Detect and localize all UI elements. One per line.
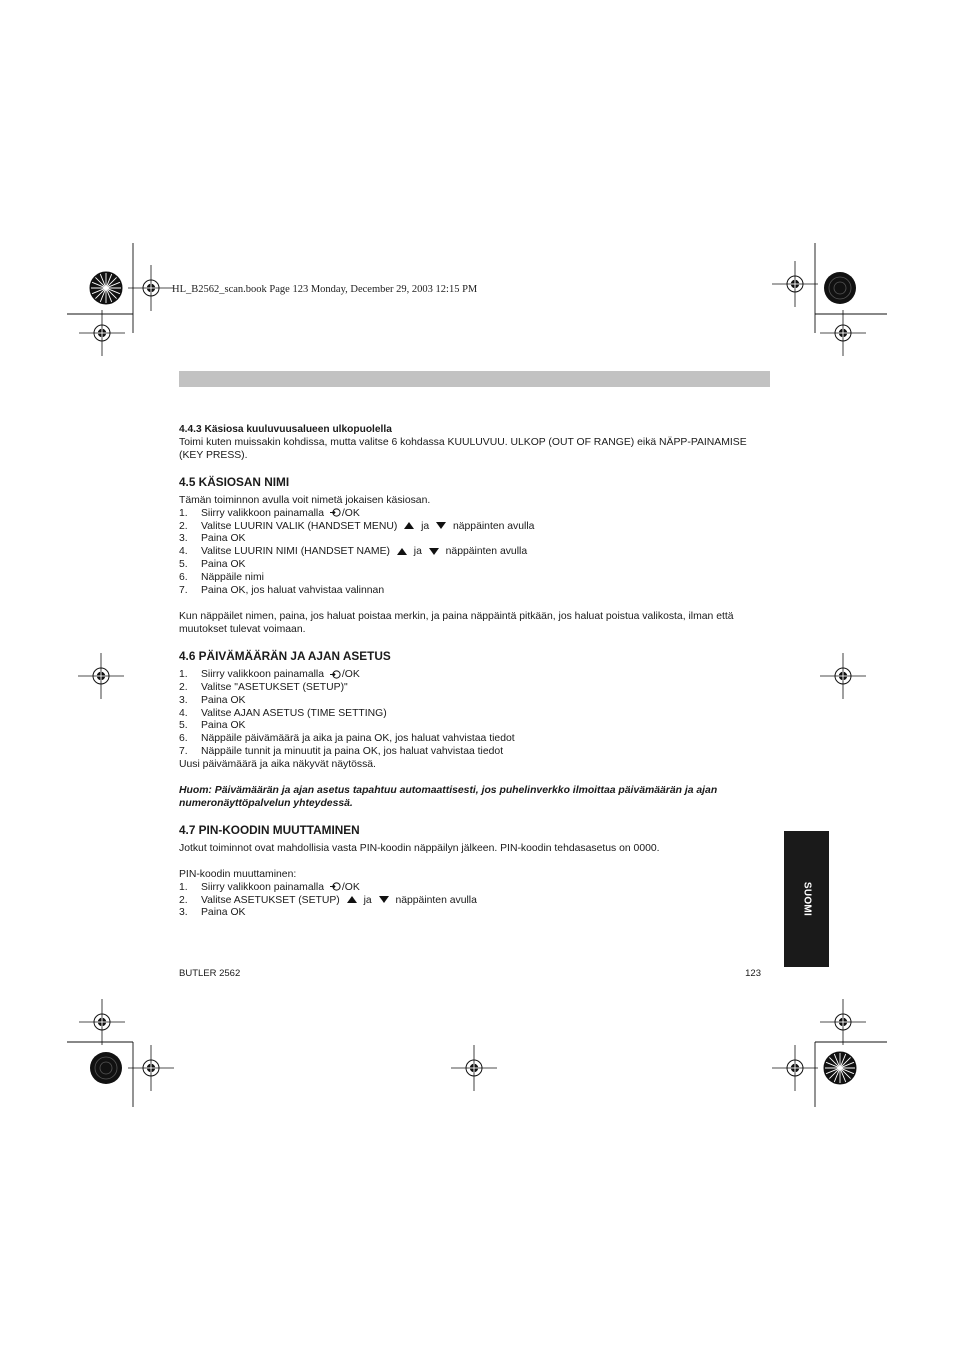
slug-line: HL_B2562_scan.book Page 123 Monday, December 29, 2003 12:15 PM <box>172 284 478 295</box>
step-text: Näppäile nimi <box>201 572 264 584</box>
list-item <box>179 572 771 585</box>
step-text-suffix: /OK <box>341 881 360 893</box>
step-number: 4. <box>179 546 188 558</box>
list-item <box>179 521 771 534</box>
step-text: Paina OK <box>201 533 246 545</box>
step-text: Valitse AJAN ASETUS (TIME SETTING) <box>201 707 387 719</box>
step-conjunction: ja <box>413 546 422 558</box>
step-text: Näppäile tunnit ja minuutit ja paina OK, jos haluat vahvistaa tiedot <box>201 746 504 758</box>
step-text-suffix: näppäinten avulla <box>452 520 535 532</box>
list-item <box>179 682 771 695</box>
section-47-title: 4.7 PIN-KOODIN MUUTTAMINEN <box>179 822 360 837</box>
section-46-title: 4.6 PÄIVÄMÄÄRÄN JA AJAN ASETUS <box>179 648 391 663</box>
list-item <box>179 508 771 521</box>
step-conjunction: ja <box>363 894 372 906</box>
up-arrow-icon <box>397 548 407 555</box>
section-45-title: 4.5 KÄSIOSAN NIMI <box>179 474 290 489</box>
list-item <box>179 669 771 682</box>
language-tab <box>784 831 829 967</box>
step-number: 7. <box>179 585 188 597</box>
step-number: 4. <box>179 707 188 719</box>
step-number: 2. <box>179 681 188 693</box>
step-number: 7. <box>179 746 188 758</box>
step-number: 6. <box>179 733 188 745</box>
step-text: Siirry valikkoon painamalla <box>201 881 325 893</box>
list-item <box>179 708 771 721</box>
step-text-suffix: /OK <box>341 668 360 680</box>
step-number: 6. <box>179 572 188 584</box>
step-number: 3. <box>179 907 188 919</box>
step-text: Näppäile päivämäärä ja aika ja paina OK, jos haluat vahvistaa tiedot <box>201 733 515 745</box>
step-number: 3. <box>179 694 188 706</box>
step-number: 1. <box>179 507 188 519</box>
menu-key-icon <box>330 670 341 679</box>
list-item <box>179 585 771 598</box>
step-text: Paina OK <box>201 907 246 919</box>
section-45-outro: Kun näppäilet nimen, paina, jos haluat poistaa merkin, ja paina näppäintä pitkään, jos haluat poistua valikosta, ilman että muutokset tulevat voimaan. <box>179 610 734 635</box>
step-text-suffix: näppäinten avulla <box>445 546 528 558</box>
step-text-suffix: /OK <box>341 507 360 519</box>
step-text: Paina OK, jos haluat vahvistaa valinnan <box>201 585 385 597</box>
list-item <box>179 720 771 733</box>
list-item <box>179 533 771 546</box>
step-text-suffix: näppäinten avulla <box>395 894 477 906</box>
down-arrow-icon <box>436 522 446 529</box>
section-443-text: Toimi kuten muissakin kohdissa, mutta valitse 6 kohdassa KUULUVUU. ULKOP (OUT OF RANGE) eikä NÄPP-PAINAMISE (KEY PRESS). <box>179 436 747 461</box>
section-443-title: 4.4.3 Käsiosa kuuluvuusalueen ulkopuolella <box>179 424 392 435</box>
step-text: Valitse LUURIN NIMI (HANDSET NAME) <box>201 546 390 558</box>
step-text: Paina OK <box>201 559 246 571</box>
list-item <box>179 546 771 559</box>
header-bar <box>179 371 770 387</box>
footer-product: BUTLER 2562 <box>179 968 241 979</box>
step-text: Siirry valikkoon painamalla <box>201 507 325 519</box>
step-number: 2. <box>179 520 188 532</box>
menu-key-icon <box>330 508 341 517</box>
step-number: 1. <box>179 668 188 680</box>
step-text: Paina OK <box>201 694 246 706</box>
list-item <box>179 907 771 920</box>
step-number: 3. <box>179 533 188 545</box>
list-item <box>179 895 771 908</box>
section-45-intro: Tämän toiminnon avulla voit nimetä jokaisen käsiosan. <box>179 494 431 506</box>
menu-key-icon <box>330 882 341 891</box>
list-item <box>179 559 771 572</box>
up-arrow-icon <box>404 522 414 529</box>
step-text: Siirry valikkoon painamalla <box>201 668 325 680</box>
down-arrow-icon <box>429 548 439 555</box>
step-number: 5. <box>179 720 188 732</box>
section-46-steps <box>179 669 771 759</box>
step-number: 2. <box>179 894 188 906</box>
step-number: 5. <box>179 559 188 571</box>
list-item <box>179 695 771 708</box>
step-conjunction: ja <box>421 520 430 532</box>
section-46-note: Huom: Päivämäärän ja ajan asetus tapahtuu automaattisesti, jos puhelinverkko ilmoittaa päivämäärän ja ajan numeronäyttöpalvelun yhteydessä. <box>179 785 718 809</box>
footer-page-number: 123 <box>745 968 761 979</box>
section-47-intro: Jotkut toiminnot ovat mahdollisia vasta PIN-koodin näppäilyn jälkeen. PIN-koodin tehdasasetus on 0000. <box>179 842 660 854</box>
page-content <box>179 424 771 920</box>
section-45-steps <box>179 508 771 598</box>
step-number: 1. <box>179 881 188 893</box>
step-text: Paina OK <box>201 720 246 732</box>
section-47-steps <box>179 882 771 921</box>
up-arrow-icon <box>347 896 357 903</box>
step-text: Valitse ASETUKSET (SETUP) <box>201 894 340 906</box>
step-text: Valitse "ASETUKSET (SETUP)" <box>201 681 348 693</box>
list-item <box>179 746 771 759</box>
down-arrow-icon <box>379 896 389 903</box>
section-47-lead: PIN-koodin muuttaminen: <box>179 868 297 880</box>
language-tab-label: SUOMI <box>801 881 812 917</box>
list-item <box>179 882 771 895</box>
step-text: Valitse LUURIN VALIK (HANDSET MENU) <box>201 520 398 532</box>
section-46-after: Uusi päivämäärä ja aika näkyvät näytössä. <box>179 759 376 771</box>
list-item <box>179 733 771 746</box>
